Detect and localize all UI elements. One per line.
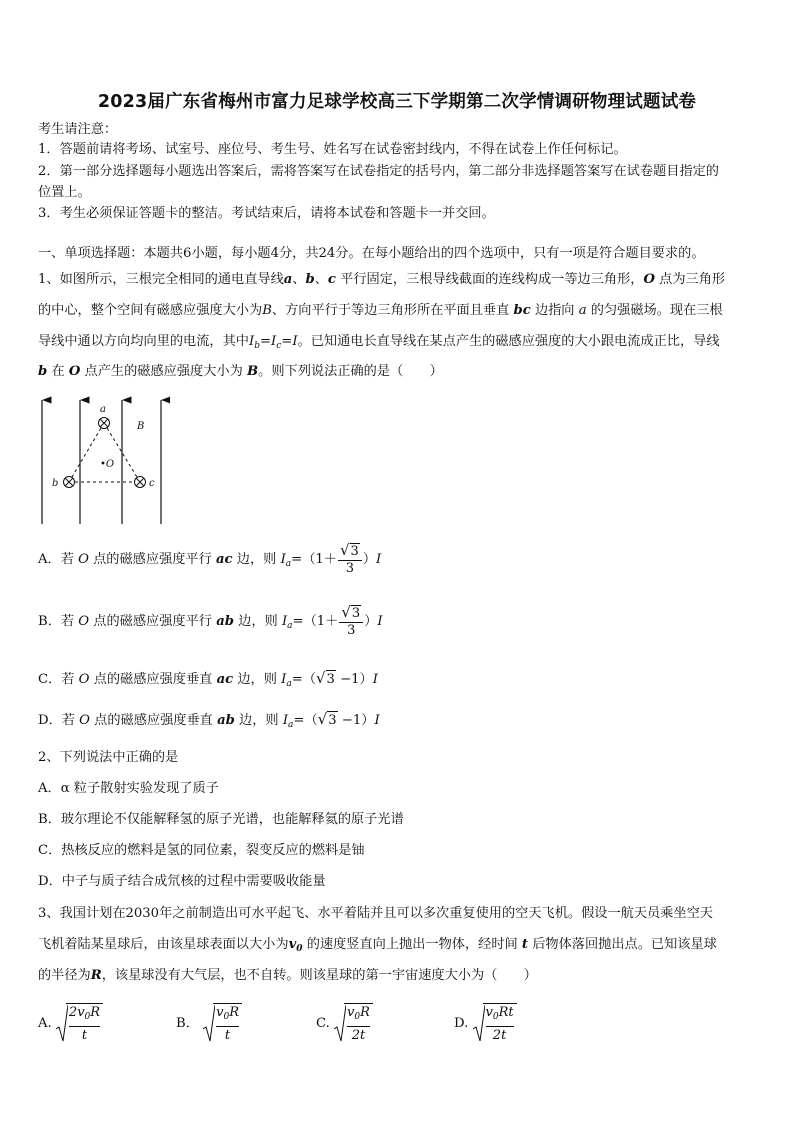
q3-line2: 飞机着陆某星球后，由该星球表面以大小为$v_0$ 的速度竖直向上抛出一物体，经时间 t 后物体落回抛出点。已知该星球 [38, 937, 717, 954]
q2-option-d[interactable]: D．中子与质子结合成氘核的过程中需要吸收能量 [38, 874, 326, 889]
section-heading: 一、单项选择题：本题共6小题，每小题4分，共24分。在每小题给出的四个选项中，只有一项是符合题目要求的。 [38, 246, 705, 261]
q1-option-c[interactable]: C．若 O 点的磁感应强度垂直 ac 边，则 $I_a=(√3 -1)I$ [38, 669, 378, 689]
q2-option-c[interactable]: C．热核反应的燃料是氢的同位素，裂变反应的燃料是铀 [38, 843, 365, 858]
q3-line3: 的半径为R，该星球没有大气层，也不自转。则该星球的第一宇宙速度大小为（ ） [38, 968, 537, 983]
q1-figure [30, 392, 170, 527]
q3-option-c[interactable]: C. $\frac{v_0R}{2t}$ [316, 1003, 373, 1045]
label-B: B [137, 421, 145, 432]
page-title: 2023届广东省梅州市富力足球学校高三下学期第二次学情调研物理试题试卷 [97, 92, 697, 112]
wire-a-icon [99, 418, 110, 429]
notice-item-1: 1．答题前请将考场、试室号、座位号、考生号、姓名写在试卷密封线内，不得在试卷上作任何标记。 [38, 142, 627, 157]
q1-option-d[interactable]: D．若 O 点的磁感应强度垂直 ab 边，则 $I_a=(√3 -1)I$ [38, 710, 380, 730]
q1-line2: 的中心，整个空间有磁感应强度大小为B、方向平行于等边三角形所在平面且垂直 bc 边指向 a 的匀强磁场。现在三根 [38, 303, 723, 318]
label-b: b [52, 478, 59, 489]
q1-option-a[interactable]: A．若 O 点的磁感应强度平行 ac 边，则 $I_a=(1+$ $\frac{√3}{3}$ ）I [38, 541, 382, 576]
q2-option-a[interactable]: A．α 粒子散射实验发现了质子 [38, 781, 219, 796]
q1-line3: 导线中通以方向均向里的电流，其中$I_b=I_c=I$。已知通电长直导线在某点产生的磁感应强度的大小跟电流成正比，导线 [38, 334, 720, 351]
q1-line1: 1、如图所示，三根完全相同的通电直导线a、b、c 平行固定，三根导线截面的连线构成一等边三角形，O 点为三角形 [38, 272, 726, 287]
notice-item-3: 3．考生必须保证答题卡的整洁。考试结束后，请将本试卷和答题卡一并交回。 [38, 206, 495, 221]
label-O: •O [100, 459, 115, 470]
label-a: a [100, 404, 106, 415]
q3-option-b[interactable]: B． $\frac{v_0R}{t}$ [176, 1003, 242, 1045]
notice-header: 考生请注意： [38, 122, 118, 137]
q2-option-b[interactable]: B．玻尔理论不仅能解释氢的原子光谱，也能解释氦的原子光谱 [38, 812, 404, 827]
q2-stem: 2、下列说法中正确的是 [38, 750, 179, 765]
wire-c-icon [135, 477, 146, 488]
q1-line4: b 在 O 点产生的磁感应强度大小为 B。则下列说法正确的是（ ） [38, 364, 443, 379]
notice-item-2-cont: 位置上。 [38, 185, 91, 200]
q3-option-a[interactable]: A. $\frac{2v_0R}{t}$ [38, 1003, 103, 1045]
q1-option-b[interactable]: B．若 O 点的磁感应强度平行 ab 边，则 $I_a=(1+$ $\frac{√3}{3}$ ）I [38, 603, 383, 638]
q3-line1: 3、我国计划在2030年之前制造出可水平起飞、水平着陆并且可以多次重复使用的空天飞机。假设一航天员乘坐空天 [38, 906, 713, 921]
wire-b-icon [64, 477, 75, 488]
q3-option-d[interactable]: D. $\frac{v_0Rt}{2t}$ [454, 1003, 517, 1045]
label-c: c [149, 478, 155, 489]
notice-item-2: 2．第一部分选择题每小题选出答案后，需将答案写在试卷指定的括号内，第二部分非选择题答案写在试卷题目指定的 [38, 164, 719, 179]
